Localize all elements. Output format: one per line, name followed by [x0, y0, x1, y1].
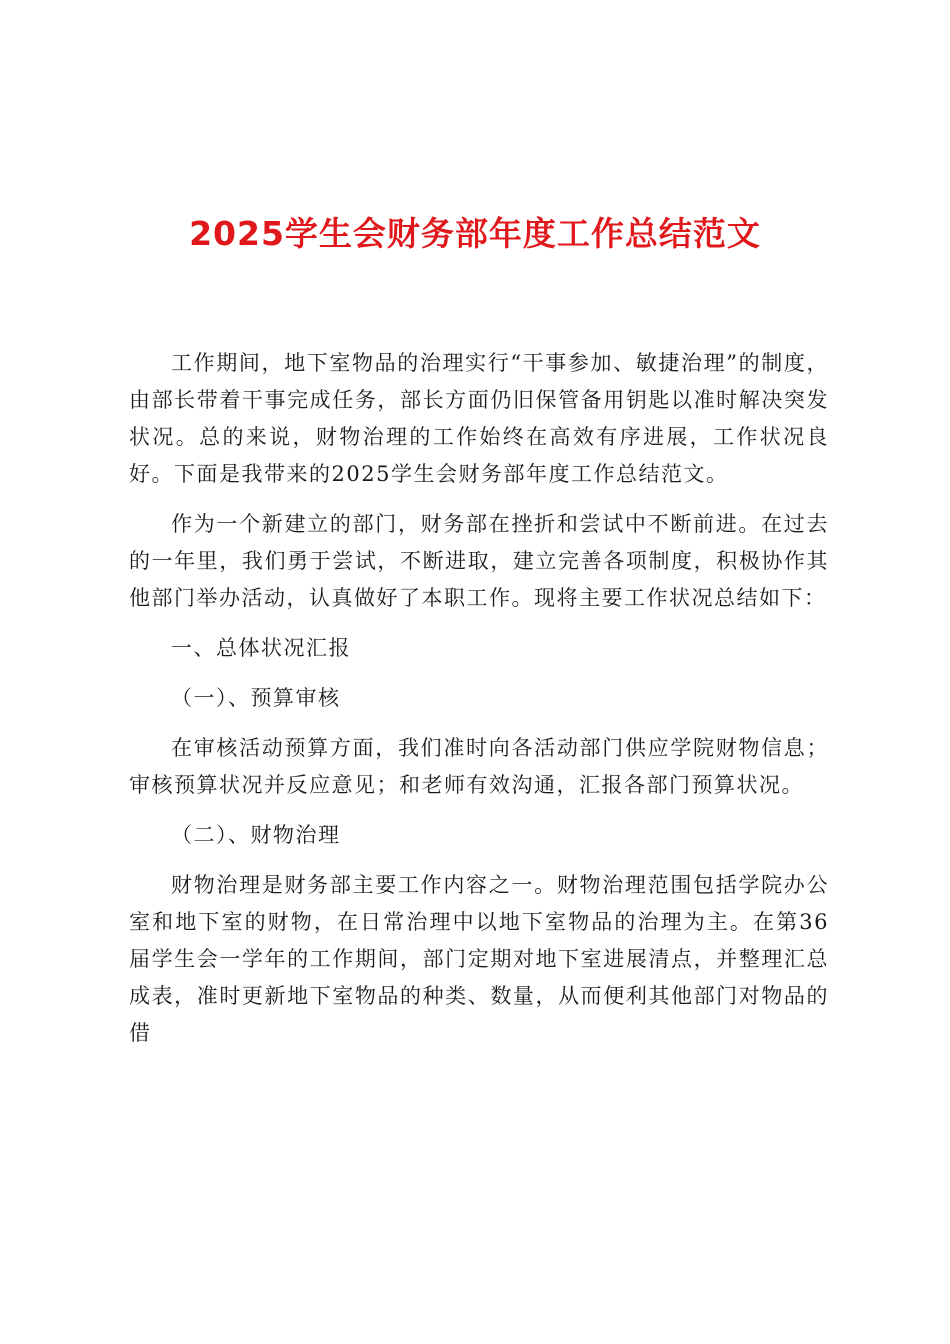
section-heading-overall: 一、总体状况汇报 — [171, 636, 351, 660]
document-body — [129, 345, 829, 1065]
paragraph-budget: 在审核活动预算方面，我们准时向各活动部门供应学院财物信息；审核预算状况并反应意见；和老师有效沟通，汇报各部门预算状况。 — [129, 736, 829, 797]
paragraph-overview: 作为一个新建立的部门，财务部在挫折和尝试中不断前进。在过去的一年里，我们勇于尝试，不断进取，建立完善各项制度，积极协作其他部门举办活动，认真做好了本职工作。现将主要工作状况总结如下： — [129, 512, 829, 610]
subsection-heading-property: （二）、财物治理 — [171, 823, 341, 847]
document-title: 2025学生会财务部年度工作总结范文 — [189, 214, 761, 253]
paragraph-property: 财物治理是财务部主要工作内容之一。财物治理范围包括学院办公室和地下室的财物，在日常治理中以地下室物品的治理为主。在第36届学生会一学年的工作期间，部门定期对地下室进展清点，并整理汇总成表，准时更新地下室物品的种类、数量，从而便利其他部门对物品的借 — [129, 873, 829, 1045]
subsection-heading-budget: （一）、预算审核 — [171, 686, 341, 710]
paragraph-intro: 工作期间，地下室物品的治理实行“干事参加、敏捷治理”的制度，由部长带着干事完成任务，部长方面仍旧保管备用钥匙以准时解决突发状况。总的来说，财物治理的工作始终在高效有序进展，工作状况良好。下面是我带来的2025学生会财务部年度工作总结范文。 — [129, 351, 829, 486]
